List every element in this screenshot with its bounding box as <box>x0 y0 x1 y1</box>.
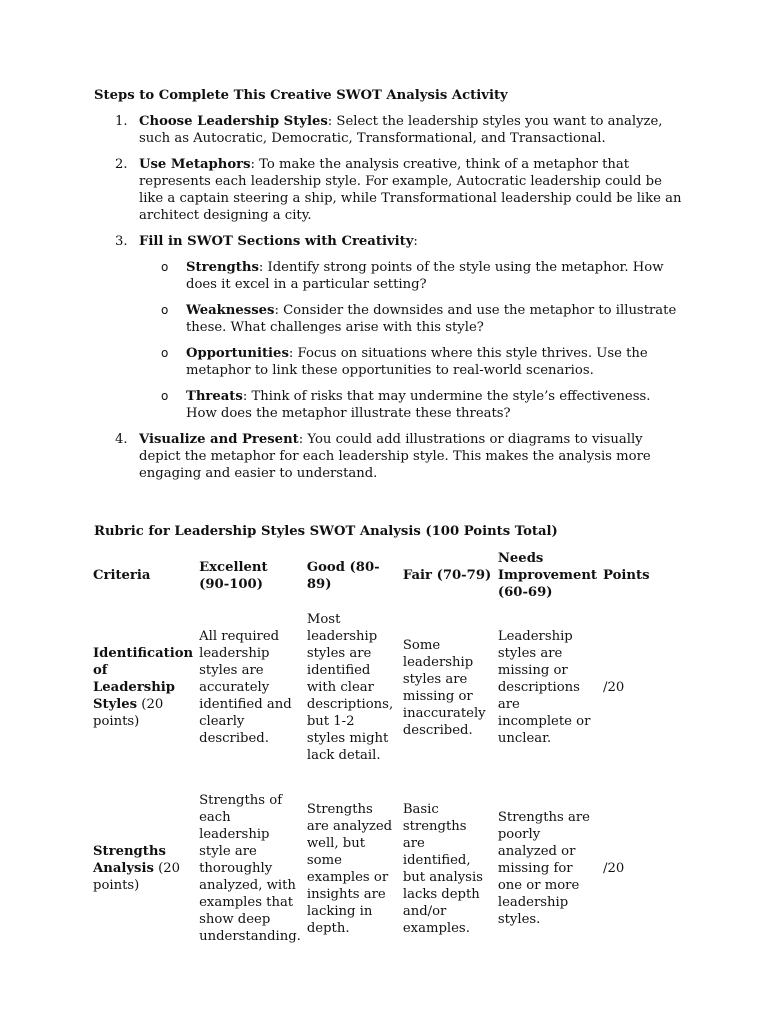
excellent-cell: All required leadership styles are accurately identified and clearly described. <box>199 629 292 746</box>
swot-text: : Focus on situations where this style thrives. Use the metaphor to link these opportunities to real-world scenarios. <box>186 346 648 378</box>
step-text: : <box>413 234 418 249</box>
points-cell: /20 <box>603 680 625 695</box>
bullet-icon: o <box>161 346 169 360</box>
step-text: : Select the leadership styles you want to analyze, such as Autocratic, Democratic, Transformational, and Transactional. <box>139 114 663 146</box>
swot-title: Weaknesses <box>186 303 275 318</box>
needs-improvement-cell: Leadership styles are missing or descriptions are incomplete or unclear. <box>497 629 591 746</box>
swot-item <box>139 345 684 379</box>
criteria-points: (20 points) <box>93 697 164 729</box>
bullet-icon: o <box>161 303 169 317</box>
criteria-cell <box>90 780 196 961</box>
step-item <box>94 113 684 147</box>
criteria-name: Strengths Analysis <box>93 844 166 876</box>
column-header: Excellent (90-100) <box>199 559 268 592</box>
rubric-title: Rubric for Leadership Styles SWOT Analysis (100 Points Total) <box>94 524 558 539</box>
column-header: Criteria <box>93 568 151 583</box>
table-header-row <box>90 550 653 611</box>
bullet-icon: o <box>161 389 169 403</box>
step-title: Use Metaphors <box>139 157 251 172</box>
column-header: Points <box>603 568 650 583</box>
good-cell: Most leadership styles are identified with clear descriptions, but 1-2 styles might lack detail. <box>306 612 394 763</box>
step-title: Fill in SWOT Sections with Creativity <box>139 234 414 249</box>
step-number: 3. <box>115 234 128 249</box>
steps-list <box>94 113 684 491</box>
step-number: 2. <box>115 157 128 172</box>
swot-text: : Think of risks that may undermine the style’s effectiveness. How does the metaphor illustrate these threats? <box>186 389 651 421</box>
swot-item <box>139 259 684 293</box>
step-text: : You could add illustrations or diagrams to visually depict the metaphor for each leadership style. This makes the analysis more engaging and easier to understand. <box>139 432 651 481</box>
excellent-cell: Strengths of each leadership style are thoroughly analyzed, with examples that show deep understanding. <box>199 793 301 944</box>
fair-cell: Basic strengths are identified, but analysis lacks depth and/or examples. <box>402 801 483 936</box>
swot-title: Strengths <box>186 260 259 275</box>
swot-item <box>139 388 684 422</box>
step-text: : To make the analysis creative, think of a metaphor that represents each leadership style. For example, Autocratic leadership could be like a captain steering a ship, while Transformational leadership could be like an architect designing a city. <box>139 157 682 223</box>
step-item <box>94 233 684 422</box>
criteria-cell <box>90 611 196 780</box>
column-header: Good (80-89) <box>306 559 380 592</box>
step-item <box>94 431 684 482</box>
swot-title: Opportunities <box>186 346 289 361</box>
column-header: Fair (70-79) <box>402 568 492 583</box>
rubric-table <box>90 550 653 961</box>
points-cell: /20 <box>603 861 625 876</box>
bullet-icon: o <box>161 260 169 274</box>
step-number: 4. <box>115 432 128 447</box>
swot-title: Threats <box>186 389 243 404</box>
criteria-name: Identification of Leadership Styles <box>93 646 194 712</box>
swot-text: : Consider the downsides and use the metaphor to illustrate these. What challenges arise with this style? <box>186 303 677 335</box>
steps-heading: Steps to Complete This Creative SWOT Analysis Activity <box>94 88 508 103</box>
swot-text: : Identify strong points of the style using the metaphor. How does it excel in a particular setting? <box>186 260 664 292</box>
criteria-points: (20 points) <box>93 861 181 893</box>
table-row <box>90 780 653 961</box>
step-number: 1. <box>115 114 128 129</box>
step-item <box>94 156 684 224</box>
step-title: Choose Leadership Styles <box>139 114 328 129</box>
swot-item <box>139 302 684 336</box>
column-header: Needs Improvement (60-69) <box>497 551 598 600</box>
step-title: Visualize and Present <box>139 432 299 447</box>
good-cell: Strengths are analyzed well, but some examples or insights are lacking in depth. <box>306 801 393 936</box>
table-row <box>90 611 653 780</box>
needs-improvement-cell: Strengths are poorly analyzed or missing for one or more leadership styles. <box>497 810 590 927</box>
swot-sublist <box>139 259 684 422</box>
fair-cell: Some leadership styles are missing or inaccurately described. <box>402 637 486 738</box>
